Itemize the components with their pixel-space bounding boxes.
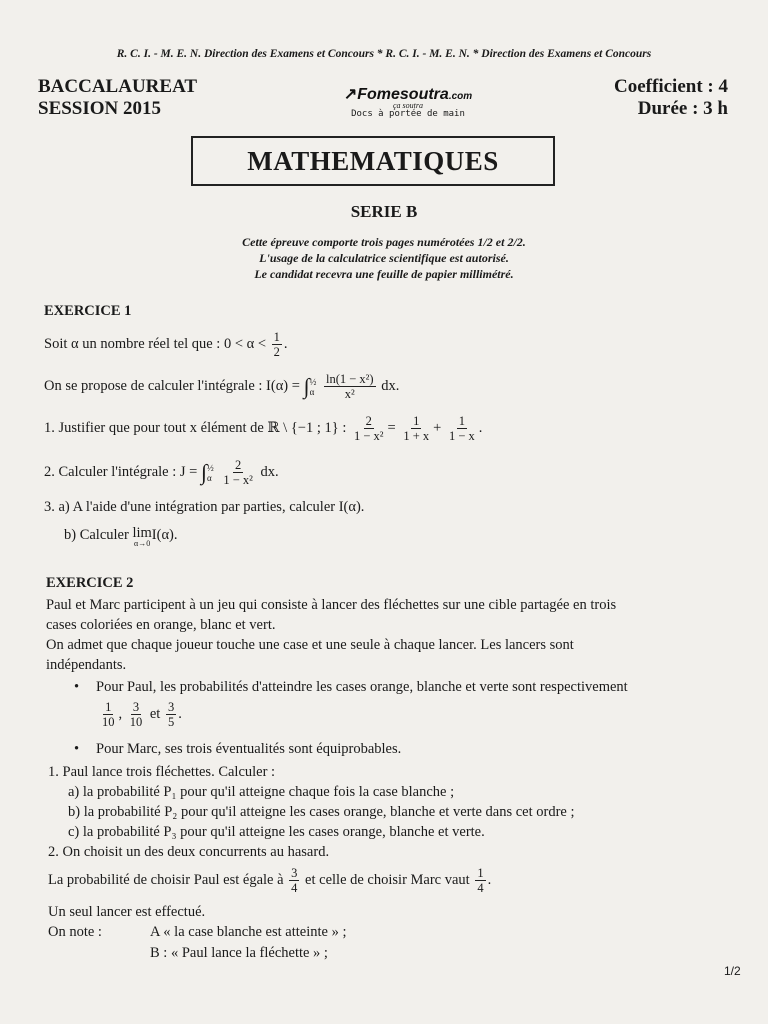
- instruction-2: L'usage de la calculatrice scientifique est autorisé.: [259, 251, 509, 265]
- ex2-paragraph-3: On admet que chaque joueur touche une case et une seule à chaque lancer. Les lancers sont: [46, 637, 574, 653]
- ex2-question-1: 1. Paul lance trois fléchettes. Calculer :: [48, 764, 276, 780]
- ex2-paragraph-4: indépendants.: [46, 657, 127, 673]
- ex2-single-throw: Un seul lancer est effectué.: [48, 904, 206, 920]
- ex2-event-a: A « la case blanche est atteinte » ;: [150, 924, 347, 940]
- logo-slogan: ça soutra: [393, 101, 423, 110]
- subject-title: MATHEMATIQUES: [191, 136, 555, 186]
- logo-name: Fomesoutra: [357, 86, 449, 103]
- exam-name: BACCALAUREAT: [38, 76, 198, 97]
- header-top-line: R. C. I. - M. E. N. Direction des Examens et Concours * R. C. I. - M. E. N. * Direction des Examens et Concours: [116, 48, 652, 60]
- ex2-question-1a: a) la probabilité P₁ pour qu'il atteigne chaque fois la case blanche ;: [68, 784, 455, 800]
- exercise-1-title: EXERCICE 1: [44, 303, 132, 319]
- ex1-question-1: 1. Justifier que pour tout x élément de ℝ \ {−1 ; 1} : $\frac{2}{\text{1 − x²}}$ = $\frac{1}{1 + x}$ + $\frac{1}{1 - x}$ .: [44, 414, 483, 443]
- ex2-event-b: B : « Paul lance la fléchette » ;: [150, 945, 328, 961]
- ex2-paul-probabilities: $\frac{1}{10}$ , $\frac{3}{10}$ et $\frac{3}{5}$ .: [102, 700, 182, 729]
- ex1-question-3b: b) Calculer lim α→0 I(α).: [64, 525, 178, 548]
- exercise-2-title: EXERCICE 2: [46, 575, 134, 591]
- coefficient: Coefficient : 4: [614, 76, 728, 97]
- ex2-bullet-marc: • Pour Marc, ses trois éventualités sont équiprobables.: [74, 741, 402, 757]
- bullet-icon: •: [74, 741, 80, 757]
- ex2-paragraph-1: Paul et Marc participent à un jeu qui consiste à lancer des fléchettes sur une cible partagée en trois: [46, 597, 617, 613]
- ex2-question-1b: b) la probabilité P₂ pour qu'il atteigne les cases orange, blanche et verte dans cet ordre ;: [68, 804, 575, 820]
- ex1-question-3a: 3. a) A l'aide d'une intégration par parties, calculer I(α).: [44, 499, 365, 515]
- logo-domain: .com: [448, 91, 473, 102]
- serie-label: SERIE B: [350, 202, 418, 221]
- logo-tagline: Docs à portée de main: [351, 109, 465, 119]
- ex2-question-2: 2. On choisit un des deux concurrents au hasard.: [48, 844, 330, 860]
- ex2-paragraph-2: cases coloriées en orange, blanc et vert.: [46, 617, 276, 633]
- bullet-icon: •: [74, 679, 80, 695]
- logo-arrow-icon: ↗: [343, 86, 358, 103]
- ex1-intro: Soit α un nombre réel tel que : 0 < α < $\frac{1}{2}$ .: [44, 330, 288, 359]
- instruction-3: Le candidat recevra une feuille de papier millimétré.: [254, 267, 514, 281]
- fomesoutra-logo: [318, 84, 498, 119]
- duration: Durée : 3 h: [637, 98, 728, 119]
- ex1-question-2: 2. Calculer l'intégrale : J = ∫ ½ α $\frac{2}{\text{1 − x²}}$ dx.: [44, 458, 279, 487]
- ex2-choice-probabilities: La probabilité de choisir Paul est égale à $\frac{3}{4}$ et celle de choisir Marc vaut $\frac{1}{4}$ .: [48, 866, 492, 895]
- ex1-integral-def: On se propose de calculer l'intégrale : I(α) = ∫ ½ α $\frac{\text{ln(1 − x²)}}{\text{x²}}$ dx.: [44, 372, 400, 401]
- instruction-1: Cette épreuve comporte trois pages numérotées 1/2 et 2/2.: [242, 235, 526, 249]
- ex2-bullet-paul: • Pour Paul, les probabilités d'atteindre les cases orange, blanche et verte sont respectivement: [74, 679, 628, 695]
- page-number: 1/2: [724, 964, 741, 978]
- ex2-note-label: On note :: [48, 924, 102, 940]
- exam-session: SESSION 2015: [38, 98, 162, 119]
- ex2-question-1c: c) la probabilité P₃ pour qu'il atteigne les cases orange, blanche et verte.: [68, 824, 485, 840]
